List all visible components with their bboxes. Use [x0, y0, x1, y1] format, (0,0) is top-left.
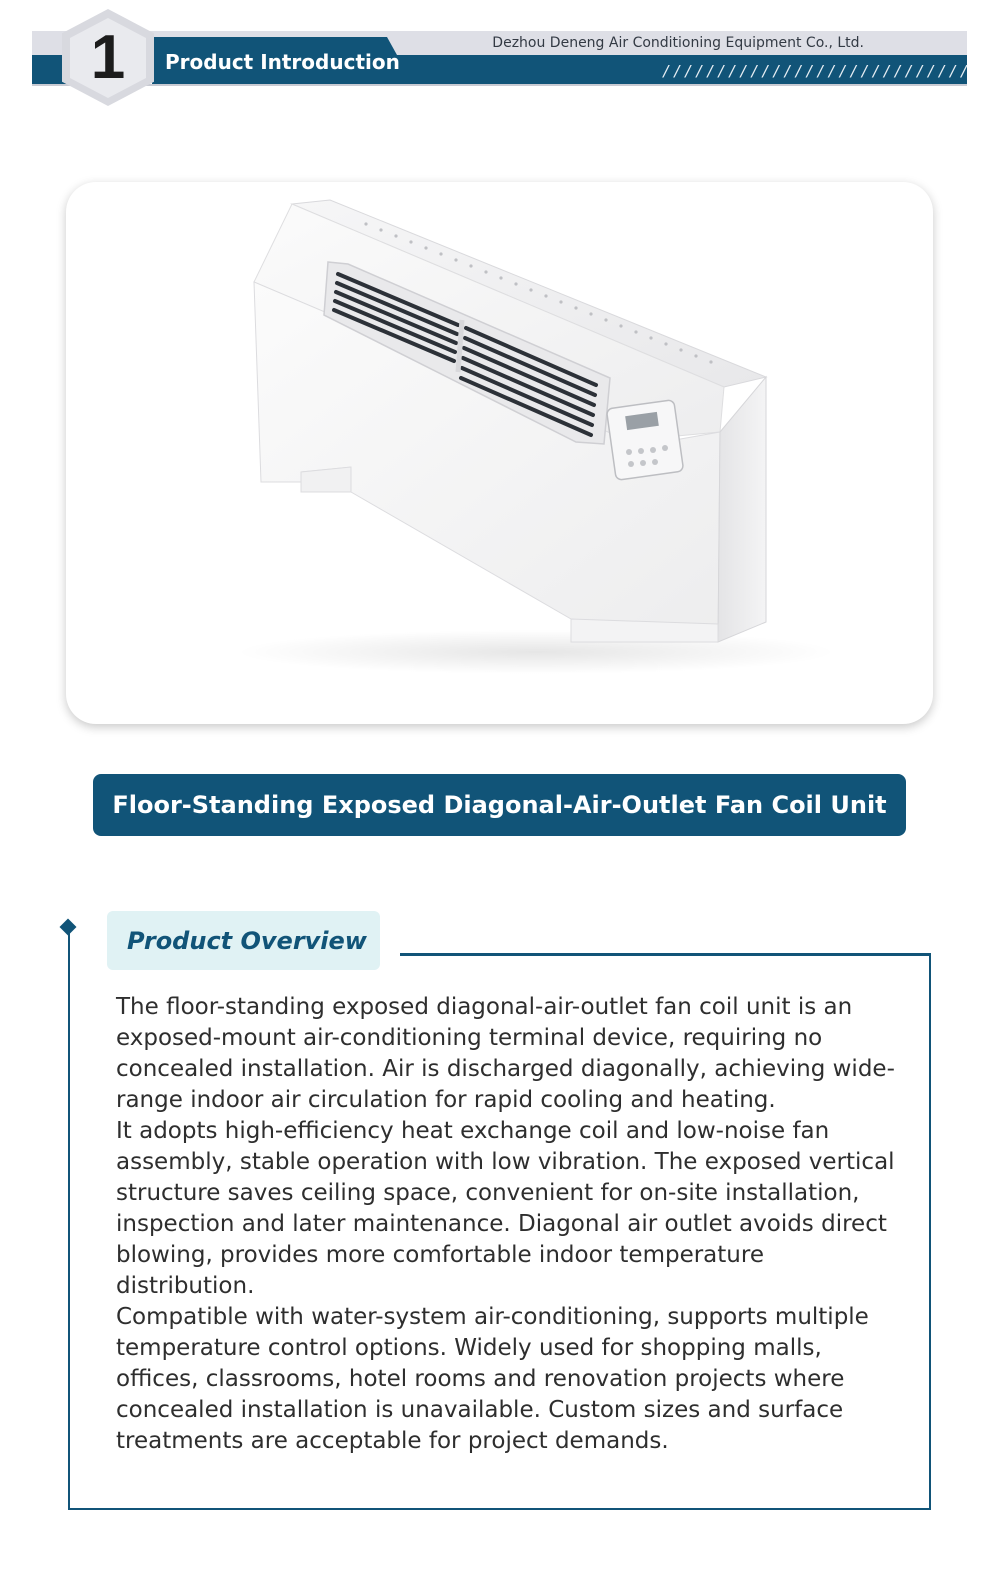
product-image-card	[66, 182, 933, 724]
header-rule	[32, 84, 967, 86]
overview-paragraph: The floor-standing exposed diagonal-air-outlet fan coil unit is an exposed-mount air-conditioning terminal device, requiring no concealed installation. Air is discharged diagonally, achieving wide-range indoor air circulation for rapid cooling and heating.	[116, 994, 895, 1113]
overview-left-border	[68, 930, 70, 1510]
fan-coil-unit-image	[66, 182, 933, 724]
decorative-slashes: ////////////////////////////	[662, 62, 971, 80]
product-title: Floor-Standing Exposed Diagonal-Air-Outlet Fan Coil Unit	[93, 774, 906, 836]
diamond-bullet-icon	[60, 919, 77, 936]
overview-bottom-border	[68, 1508, 931, 1510]
overview-body	[116, 992, 896, 1457]
overview-right-border	[929, 955, 931, 1510]
overview-heading: Product Overview	[127, 927, 367, 955]
overview-top-border	[400, 953, 931, 956]
section-title: Product Introduction	[165, 50, 400, 74]
company-name: Dezhou Deneng Air Conditioning Equipment Co., Ltd.	[492, 35, 864, 51]
section-number: 1	[90, 23, 126, 92]
overview-paragraph: Compatible with water-system air-conditioning, supports multiple temperature control options. Widely used for shopping malls, offices, classrooms, hotel rooms and renovation projects where concealed installation is unavailable. Custom sizes and surface treatments are acceptable for project demands.	[116, 1304, 869, 1454]
overview-paragraph: It adopts high-efficiency heat exchange coil and low-noise fan assembly, stable operation with low vibration. The exposed vertical structure saves ceiling space, convenient for on-site installation, inspection and later maintenance. Diagonal air outlet avoids direct blowing, provides more comfortable indoor temperature distribution.	[116, 1118, 895, 1299]
